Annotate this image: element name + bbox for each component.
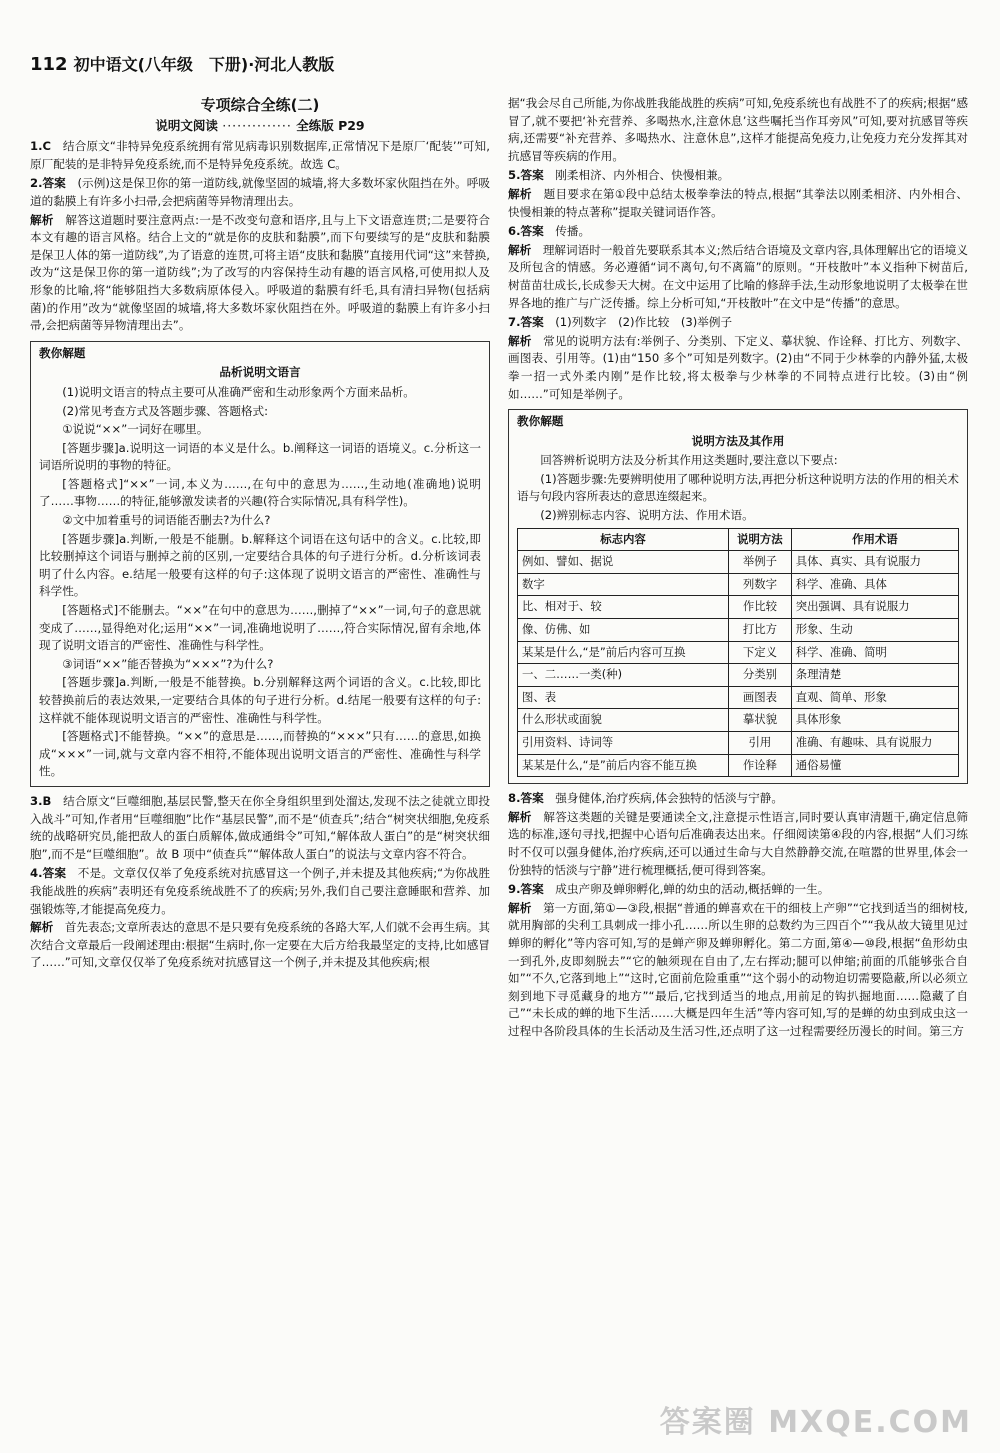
table-cell: 比、相对于、较 xyxy=(518,596,729,619)
table-row xyxy=(518,686,959,709)
tip-line: (1)说明文语言的特点主要可从准确严密和生动形象两个方面来品析。 xyxy=(62,384,415,399)
tip-box-label: 教你解题 xyxy=(39,345,86,360)
tip-line: (2)辨别标志内容、说明方法、作用术语。 xyxy=(540,508,754,523)
table-header: 说明方法 xyxy=(729,528,792,551)
table-cell: 某某是什么,“是”前后内容可互换 xyxy=(518,641,729,664)
q6-analysis-label: 解析 xyxy=(508,242,532,257)
q7-analysis-text: 常见的说明方法有:举例子、分类别、下定义、摹状貌、作诠释、打比方、列数字、画图表、引用等。(1)由“150 多个”可知是列数字。(2)由“不同于少林拳的内静外猛,太极拳一招一式外柔内刚”是作比较,将太极拳与少林拳的不同特点进行比较。(3)由“例如……”可知是举例子。 xyxy=(508,333,968,401)
q7-label: 7.答案 xyxy=(508,315,544,330)
q2-analysis-text: 解答这道题时要注意两点:一是不改变句意和语序,且与上下文语意连贯;二是要符合本文有趣的语言风格。结合上文的“就是你的皮肤和黏膜”,而下句要续写的是“皮肤和黏膜是保卫人体的第一道防线”,为了语意的连贯,可将主语“皮肤和黏膜”直接用代词“这”来替换,改为“这是保卫你的第一道防线”;为了改写的内容保持生动有趣的语言风格,可使用拟人及形象的比喻,将“能够阻挡大多数病原体侵入。呼吸道的黏膜有纤毛,具有清扫异物(包括病菌)的作用”改为“就像坚固的城墙,将大多数坏家伙阻挡在外。呼吸道的黏膜上有许多小扫帚,会把病菌等异物清理出去”。 xyxy=(30,212,490,333)
table-body xyxy=(518,551,959,777)
tip-line: [答题步骤]a.判断,一般是不能删。b.解释这个词语在这句话中的含义。c.比较,即比较删掉这个词语与删掉之前的区别,一定要结合具体的句子进行分析。d.分析该词表明了什么内容。e.结尾一般要有这样的句子:这体现了说明文语言的严密性、准确性与科学性。 xyxy=(39,531,481,599)
table-cell: 突出强调、具有说服力 xyxy=(791,596,958,619)
continued-analysis-q4: 据“我会尽自己所能,为你战胜我能战胜的疾病”可知,免疫系统也有战胜不了的疾病;根据“感冒了,就不要把‘补充营养、多喝热水,注意休息’这些嘱托当作耳旁风”可知,要对抗感冒等疾病,还需要“补充营养、多喝热水、注意休息”,这样才能提高免疫力,让免疫力充分发挥其对抗感冒等疾病的作用。 xyxy=(508,96,968,163)
answer-q2 xyxy=(30,175,490,210)
answer-q3 xyxy=(30,793,490,863)
table-row xyxy=(518,664,959,687)
table-cell: 直观、简单、形象 xyxy=(791,686,958,709)
left-column xyxy=(30,95,490,973)
table-cell: 分类别 xyxy=(729,664,792,687)
table-row xyxy=(518,732,959,755)
answer-q9 xyxy=(508,881,968,899)
watermark-logo: 答案圈 MXQE.COM xyxy=(659,1405,972,1440)
right-column xyxy=(508,95,968,1042)
q7-text: (1)列数字 (2)作比较 (3)举例子 xyxy=(555,315,733,330)
section-ref: 全练版 P29 xyxy=(296,117,365,133)
q6-text: 传播。 xyxy=(555,224,591,239)
page-header xyxy=(30,52,334,75)
analysis-q9 xyxy=(508,900,968,1041)
table-cell: 准确、有趣味、具有说服力 xyxy=(791,732,958,755)
tip-line: (2)常见考查方式及答题步骤、答题格式: xyxy=(62,403,269,418)
tip-line: [答题格式]不能删去。“××”在句中的意思为……,删掉了“××”一词,句子的意思就变成了……,显得绝对化;运用“××”一词,准确地说明了……,符合实际情况,留有余地,体现了说明文语言的严密性、准确性与科学性。 xyxy=(39,603,481,653)
q4-label: 4.答案 xyxy=(30,866,67,881)
table-header: 作用术语 xyxy=(791,528,958,551)
table-row xyxy=(518,573,959,596)
q6-analysis-text: 理解词语时一般首先要联系其本义;然后结合语境及文章内容,具体理解出它的语境义及所包含的情感。务必遵循“词不离句,句不离篇”的原则。“开枝散叶”本义指种下树苗后,树苗苗壮成长,长成参天大树。在文中运用了比喻的修辞手法,生动形象地说明了太极拳在世界各地的推广与广泛传播。综上分析可知,“开枝散叶”在文中是“传播”的意思。 xyxy=(508,242,968,310)
analysis-q5 xyxy=(508,186,968,221)
table-cell: 举例子 xyxy=(729,551,792,574)
q8-label: 8.答案 xyxy=(508,791,544,806)
q2-label: 2.答案 xyxy=(30,176,66,191)
table-cell: 一、二……一类(种) xyxy=(518,664,729,687)
table-cell: 图、表 xyxy=(518,686,729,709)
q2-text: (示例)这是保卫你的第一道防线,就像坚固的城墙,将大多数坏家伙阻挡在外。呼吸道的黏膜上有许多小扫帚,会把病菌等异物清理出去。 xyxy=(30,176,490,208)
table-cell: 条理清楚 xyxy=(791,664,958,687)
table-cell: 作比较 xyxy=(729,596,792,619)
exercise-title: 专项综合全练(二) xyxy=(200,96,320,114)
analysis-q6 xyxy=(508,242,968,312)
answer-q5 xyxy=(508,167,968,185)
table-cell: 例如、譬如、据说 xyxy=(518,551,729,574)
q7-analysis-label: 解析 xyxy=(508,333,532,348)
tip-line: [答题步骤]a.判断,一般是不能替换。b.分别解释这两个词语的含义。c.比较,即比较替换前后的表达效果,一定要结合具体的句子进行分析。d.结尾一般要有这样的句子:这样就不能体现说明文语言的严密性、准确性与科学性。 xyxy=(39,675,481,725)
analysis-q8 xyxy=(508,809,968,879)
table-cell: 形象、生动 xyxy=(791,619,958,642)
table-cell: 打比方 xyxy=(729,619,792,642)
q5-analysis-text: 题目要求在第①段中总结太极拳拳法的特点,根据“其拳法以刚柔相济、内外相合、快慢相兼的特点著称”提取关键词语作答。 xyxy=(508,186,968,219)
methods-table xyxy=(517,528,959,778)
q9-label: 9.答案 xyxy=(508,882,544,897)
analysis-q2 xyxy=(30,212,490,335)
answer-q7 xyxy=(508,314,968,332)
q8-analysis-text: 解答这类题的关键是要通读全文,注意提示性语言,同时要认真审清题干,确定信息筛选的标准,逐句寻找,把握中心语句后准确表达出来。仔细阅读第④段的内容,根据“人们习练时不仅可以强身健体,治疗疾病,还可以通过生命与大自然静静交流,在喧嚣的世界里,体会一份独特的恬淡与宁静”进行梳理概括,便可得到答案。 xyxy=(508,809,968,877)
answer-q8 xyxy=(508,790,968,808)
q3-text: 结合原文“巨噬细胞,基层民警,整天在你全身组织里到处溜达,发现不法之徒就立即投入战斗”可知,作者用“巨噬细胞”比作“基层民警”,而不是“侦查兵”;结合“树突状细胞,免疫系统的战略研究员,能把敌人的蛋白质解体,做成通缉令”可知,“解体敌人蛋白”的是“树突状细胞”,而不是“巨噬细胞”。故 B 项中“侦查兵”“解体敌人蛋白”的说法与文章内容不符合。 xyxy=(30,793,490,861)
table-row xyxy=(518,709,959,732)
table-row xyxy=(518,754,959,777)
table-row xyxy=(518,619,959,642)
q9-analysis-label: 解析 xyxy=(508,900,532,915)
tip-line: ③词语“××”能否替换为“×××”?为什么? xyxy=(62,656,274,671)
q4-analysis-label: 解析 xyxy=(30,920,54,935)
tip-line: ②文中加着重号的词语能否删去?为什么? xyxy=(62,513,271,528)
q3-label: 3.B xyxy=(30,793,52,808)
tip-box-label: 教你解题 xyxy=(517,414,564,429)
tip-line: [答题格式]“××”一词,本义为……,在句中的意思为……,生动地(准确地)说明了……事物……的特征,能够激发读者的兴趣(符合实际情况,具有科学性)。 xyxy=(39,476,481,509)
table-row xyxy=(518,551,959,574)
book-title: 初中语文(八年级 下册)·河北人教版 xyxy=(73,55,335,74)
table-cell: 摹状貌 xyxy=(729,709,792,732)
q8-text: 强身健体,治疗疾病,体会独特的恬淡与宁静。 xyxy=(555,791,783,806)
tip-box-methods xyxy=(508,409,968,784)
q9-text: 成虫产卵及蝉卵孵化,蝉的幼虫的活动,概括蝉的一生。 xyxy=(555,882,830,897)
table-cell: 引用 xyxy=(729,732,792,755)
tip-box-title: 品析说明文语言 xyxy=(219,365,301,380)
table-cell: 科学、准确、具体 xyxy=(791,573,958,596)
table-cell: 什么形状或面貌 xyxy=(518,709,729,732)
q8-analysis-label: 解析 xyxy=(508,809,532,824)
table-cell: 列数字 xyxy=(729,573,792,596)
q2-analysis-label: 解析 xyxy=(30,212,54,227)
tip-box-title: 说明方法及其作用 xyxy=(691,433,785,448)
table-cell: 下定义 xyxy=(729,641,792,664)
table-cell: 具体、真实、具有说服力 xyxy=(791,551,958,574)
table-cell: 具体形象 xyxy=(791,709,958,732)
tip-box-language xyxy=(30,341,490,787)
page-number: 112 xyxy=(30,54,68,75)
table-cell: 科学、准确、简明 xyxy=(791,641,958,664)
q5-analysis-label: 解析 xyxy=(508,186,532,201)
table-cell: 通俗易懂 xyxy=(791,754,958,777)
table-cell: 画图表 xyxy=(729,686,792,709)
q5-text: 刚柔相济、内外相合、快慢相兼。 xyxy=(555,168,730,183)
q4-analysis-text: 首先表态;文章所表达的意思不是只要有免疫系统的各路大军,人们就不会再生病。其次结合文章最后一段阐述理由:根据“生病时,你一定要在大后方给我最坚定的支持,比如感冒了……”可知,文章仅仅举了免疫系统对抗感冒这一个例子,并未提及其他疾病;根 xyxy=(30,920,490,970)
table-cell: 像、仿佛、如 xyxy=(518,619,729,642)
section-name: 说明文阅读 xyxy=(155,117,218,133)
table-row xyxy=(518,596,959,619)
table-cell: 数字 xyxy=(518,573,729,596)
answer-q6 xyxy=(508,223,968,241)
q6-label: 6.答案 xyxy=(508,224,544,239)
tip-line: ①说说“××”一词好在哪里。 xyxy=(62,422,209,437)
section-dots: ·············· xyxy=(222,117,292,133)
q4-text: 不是。文章仅仅举了免疫系统对抗感冒这一个例子,并未提及其他疾病;“为你战胜我能战胜的疾病”表明还有免疫系统战胜不了的疾病;另外,我们自己要注意睡眠和营养、加强锻炼等,才能提高免疫力。 xyxy=(30,866,490,916)
q9-analysis-text: 第一方面,第①—③段,根据“普通的蝉喜欢在干的细枝上产卵”“它找到适当的细树枝,就用胸部的尖利工具刺成一排小孔……所以生卵的总数约为三四百个”“我从故大镜里见过蝉卵的孵化”等内容可知,写的是蝉产卵及蝉卵孵化。第二方面,第④—⑩段,根据“鱼形幼虫一到孔外,皮即刻脱去”“它的触须现在自由了,左右挥动;腿可以伸缩;前面的爪能够张合自如”“不久,它落到地上”“这时,它面前危险重重”“这个弱小的动物迫切需要隐蔽,所以必须立刻到地下寻觅藏身的地方”“最后,它找到适当的地点,用前足的钩扒掘地面……隐藏了自己”“未长成的蝉的地下生活……大概是四年生活”等内容可知,写的是蝉的幼虫到成虫这一过程中各阶段具体的生长活动及生活习性,还点明了这一过程需要经历漫长的时间。第三方 xyxy=(508,900,968,1038)
section-title xyxy=(30,117,490,135)
answer-q4 xyxy=(30,865,490,918)
tip-line: [答题格式]不能替换。“××”的意思是……,而替换的“×××”只有……的意思,如换成“×××”一词,就与文章内容不相符,不能体现出说明文语言的严密性、准确性与科学性。 xyxy=(39,729,481,779)
table-cell: 引用资料、诗词等 xyxy=(518,732,729,755)
tip-line: [答题步骤]a.说明这一词语的本义是什么。b.阐释这一词语的语境义。c.分析这一词语所说明的事物的特征。 xyxy=(39,440,481,473)
q1-label: 1.C xyxy=(30,139,51,154)
table-header: 标志内容 xyxy=(518,528,729,551)
tip-line: 回答辨析说明方法及分析其作用这类题时,要注意以下要点: xyxy=(540,453,838,468)
table-cell: 某某是什么,“是”前后内容不能互换 xyxy=(518,754,729,777)
table-header-row xyxy=(518,528,959,551)
analysis-q7 xyxy=(508,333,968,403)
table-cell: 作诠释 xyxy=(729,754,792,777)
table-row xyxy=(518,641,959,664)
tip-line: (1)答题步骤:先要辨明使用了哪种说明方法,再把分析这种说明方法的作用的相关术语与句段内容所表达的意思连缀起来。 xyxy=(517,471,959,504)
analysis-q4 xyxy=(30,919,490,972)
q5-label: 5.答案 xyxy=(508,168,544,183)
q1-text: 结合原文“非特异免疫系统拥有常见病毒识别数据库,正常情况下是原厂‘配装’”可知,原厂配装的是非特异免疫系统,而不是特异免疫系统。故选 C。 xyxy=(30,139,490,171)
answer-q1 xyxy=(30,138,490,173)
